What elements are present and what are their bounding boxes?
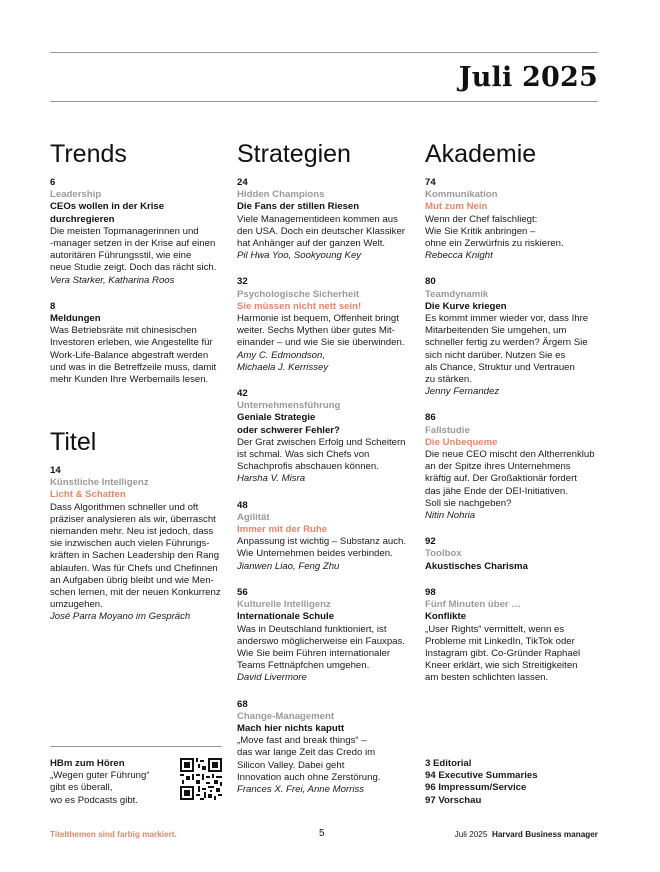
toc-entry[interactable] — [425, 412, 605, 522]
titel-column — [50, 428, 236, 638]
akademie-column — [425, 140, 605, 699]
magazine-name: Harvard Business manager — [491, 830, 598, 839]
entry-kicker: Kulturelle Intelligenz — [237, 599, 331, 611]
entry-headline: CEOs wollen in der Krise durchregieren — [50, 201, 165, 225]
entry-teaser: Was in Deutschland funktioniert, ist anderswo möglicherweise ein Fauxpas. Wie Sie beim Führen internationaler Teams Fettnäpfchen umgehen. — [237, 623, 405, 672]
podcast-box — [50, 758, 170, 807]
entry-authors: Amy C. Edmondson, Michaela J. Kerrissey — [237, 349, 329, 373]
entry-teaser: Die meisten Topmanagerinnen und -manager setzen in der Krise auf einen autoritären Führungsstil, wie eine neue Studie zeigt. Doch das rächt sich. — [50, 225, 217, 274]
page-ref: 80 — [425, 276, 436, 288]
page-ref: 24 — [237, 177, 248, 188]
misc-item[interactable]: 96 Impressum/Service — [425, 782, 527, 794]
trends-section-title: Trends — [50, 140, 127, 168]
entry-authors: Frances X. Frei, Anne Morriss — [237, 783, 365, 795]
entry-teaser: Es kommt immer wieder vor, dass Ihre Mitarbeitenden Sie umgehen, um schneller fertig zu werden? Ärgern Sie sich nicht darüber. Nutzen Sie es als Chance, Struktur und Vertrauen zu stärken. — [425, 313, 589, 386]
misc-item[interactable]: 3 Editorial — [425, 758, 472, 769]
entry-teaser: Wenn der Chef falschliegt: Wie Sie Kritik anbringen – ohne ein Zerwürfnis zu riskieren. — [425, 213, 564, 250]
entry-headline: Immer mit der Ruhe — [237, 524, 328, 536]
page-ref: 74 — [425, 177, 436, 188]
entry-headline: Die Kurve kriegen — [425, 300, 507, 312]
entry-authors: Pil Hwa Yoo, Sookyoung Key — [237, 250, 362, 262]
toc-entry[interactable] — [237, 177, 423, 262]
entry-headline: Sie müssen nicht nett sein! — [237, 300, 362, 312]
toc-entry[interactable] — [237, 276, 423, 374]
page-ref: 6 — [50, 177, 56, 188]
qr-code-icon[interactable] — [180, 758, 222, 800]
footer-note: Titelthemen sind farbig markiert. — [50, 830, 177, 839]
entry-teaser: Der Grat zwischen Erfolg und Scheitern ist schmal. Was sich Chefs von Schachprofis abschauen können. — [237, 436, 406, 473]
entry-teaser: Anpassung ist wichtig – Substanz auch. Wie Unternehmen beides verbinden. — [237, 536, 407, 560]
entry-authors: Jianwen Liao, Feng Zhu — [237, 560, 340, 572]
toc-entry[interactable] — [50, 465, 236, 624]
entry-headline: Licht & Schatten — [50, 489, 126, 501]
strategien-section-title: Strategien — [237, 140, 351, 168]
toc-entry[interactable] — [237, 388, 423, 486]
page-number: 5 — [319, 828, 325, 839]
entry-kicker: Toolbox — [425, 548, 462, 560]
entry-kicker: Teamdynamik — [425, 288, 489, 300]
entry-teaser: Was Betriebsräte mit chinesischen Investoren erleben, wie Angestellte für Work-Life-Balance abgestraft werden und was in die Betreffzeile muss, damit mehr Kunden Ihre Werbemails lesen. — [50, 325, 217, 386]
footer-date: Juli 2025 — [454, 830, 488, 839]
toc-entry[interactable] — [50, 177, 236, 287]
entry-headline: Meldungen — [50, 313, 101, 325]
issue-title: Juli 2025 — [458, 62, 598, 93]
podcast-title: HBm zum Hören — [50, 758, 125, 769]
toc-entry[interactable] — [425, 587, 605, 685]
entry-teaser: Viele Managementideen kommen aus den USA. Doch ein deutscher Klassiker hat Anhänger auf der ganzen Welt. — [237, 213, 405, 250]
entry-kicker: Künstliche Intelligenz — [50, 477, 149, 489]
entry-teaser: Harmonie ist bequem, Offenheit bringt weiter. Sechs Mythen über gutes Mit- einander – und wie Sie sie überwinden. — [237, 313, 405, 349]
entry-kicker: Agilität — [237, 511, 270, 523]
entry-authors: Harsha V. Misra — [237, 473, 306, 485]
page-ref: 68 — [237, 698, 248, 710]
entry-teaser: Die neue CEO mischt den Altherrenklub an der Spitze ihres Unternehmens kräftig auf. Der Großaktionär fordert das jähe Ende der DEI-Initiativen. Soll sie nachgeben? — [425, 449, 595, 509]
page-ref: 8 — [50, 300, 56, 312]
misc-item[interactable]: 97 Vorschau — [425, 794, 482, 806]
entry-kicker: Unternehmensführung — [237, 400, 341, 412]
entry-headline: Konflikte — [425, 611, 467, 623]
entry-headline: Akustisches Charisma — [425, 560, 528, 572]
page-ref: 42 — [237, 388, 248, 400]
toc-entry[interactable] — [425, 276, 605, 398]
entry-authors: José Parra Moyano im Gespräch — [50, 611, 191, 623]
toc-entry[interactable] — [425, 536, 605, 573]
page-ref: 98 — [425, 586, 436, 598]
entry-teaser: „User Rights“ vermittelt, wenn es Probleme mit LinkedIn, TikTok oder Instagram gibt. Co-Gründer Raphael Kneer erklärt, wie sich Streitigkeiten am besten schlichten lassen. — [425, 623, 581, 684]
entry-kicker: Leadership — [50, 189, 102, 201]
entry-kicker: Fallstudie — [425, 424, 470, 436]
entry-authors: David Livermore — [237, 672, 307, 684]
entry-kicker: Kommunikation — [425, 189, 498, 201]
entry-headline: Mach hier nichts kaputt — [237, 722, 345, 734]
footer-issue — [455, 830, 598, 839]
toc-entry[interactable] — [425, 177, 605, 262]
header-rule — [50, 101, 598, 102]
misc-list — [425, 758, 538, 807]
entry-headline: Internationale Schule — [237, 611, 335, 623]
podcast-rule — [50, 746, 222, 747]
entry-headline: Die Fans der stillen Riesen — [237, 201, 360, 213]
page-ref: 92 — [425, 536, 436, 548]
podcast-text: „Wegen guter Führung“ gibt es überall, wo es Podcasts gibt. — [50, 770, 150, 806]
page-ref: 56 — [237, 586, 248, 598]
entry-authors: Nitin Nohria — [425, 510, 476, 522]
entry-kicker: Fünf Minuten über … — [425, 599, 521, 611]
top-rule — [50, 52, 598, 53]
trends-column — [50, 140, 236, 400]
entry-kicker: Hidden Champions — [237, 189, 325, 201]
entry-kicker: Psychologische Sicherheit — [237, 288, 360, 300]
strategien-column — [237, 140, 423, 810]
entry-teaser: Dass Algorithmen schneller und oft präziser analysieren als wir, überrascht niemanden mehr. Neu ist jedoch, dass sie inzwischen auch vielen Führungs- kräften in Sachen Leadership den Rang ablaufen. Was für Chefs und Chefinnen an Aufgaben übrig bleibt und wie Men- schen lernen, mit der neuen Konkurrenz umzugehen. — [50, 501, 221, 611]
entry-headline: Mut zum Nein — [425, 201, 488, 213]
titel-section-title: Titel — [50, 428, 97, 456]
entry-authors: Vera Starker, Katharina Roos — [50, 274, 175, 286]
toc-entry[interactable] — [50, 301, 236, 386]
toc-entry[interactable] — [237, 587, 423, 685]
akademie-section-title: Akademie — [425, 140, 537, 168]
toc-entry[interactable] — [237, 500, 423, 573]
page-ref: 14 — [50, 465, 61, 476]
misc-item[interactable]: 94 Executive Summaries — [425, 770, 538, 782]
page-ref: 86 — [425, 412, 436, 424]
page-ref: 32 — [237, 276, 248, 288]
entry-headline: Geniale Strategie oder schwerer Fehler? — [237, 412, 340, 436]
entry-teaser: „Move fast and break things“ – das war lange Zeit das Credo im Silicon Valley. Dabei geht Innovation auch ohne Zerstörung. — [237, 735, 381, 783]
entry-headline: Die Unbequeme — [425, 436, 498, 448]
entry-authors: Jenny Fernandez — [425, 386, 500, 398]
entry-authors: Rebecca Knight — [425, 250, 493, 262]
entry-kicker: Change-Management — [237, 710, 335, 722]
page-ref: 48 — [237, 499, 248, 511]
toc-entry[interactable] — [237, 699, 423, 797]
